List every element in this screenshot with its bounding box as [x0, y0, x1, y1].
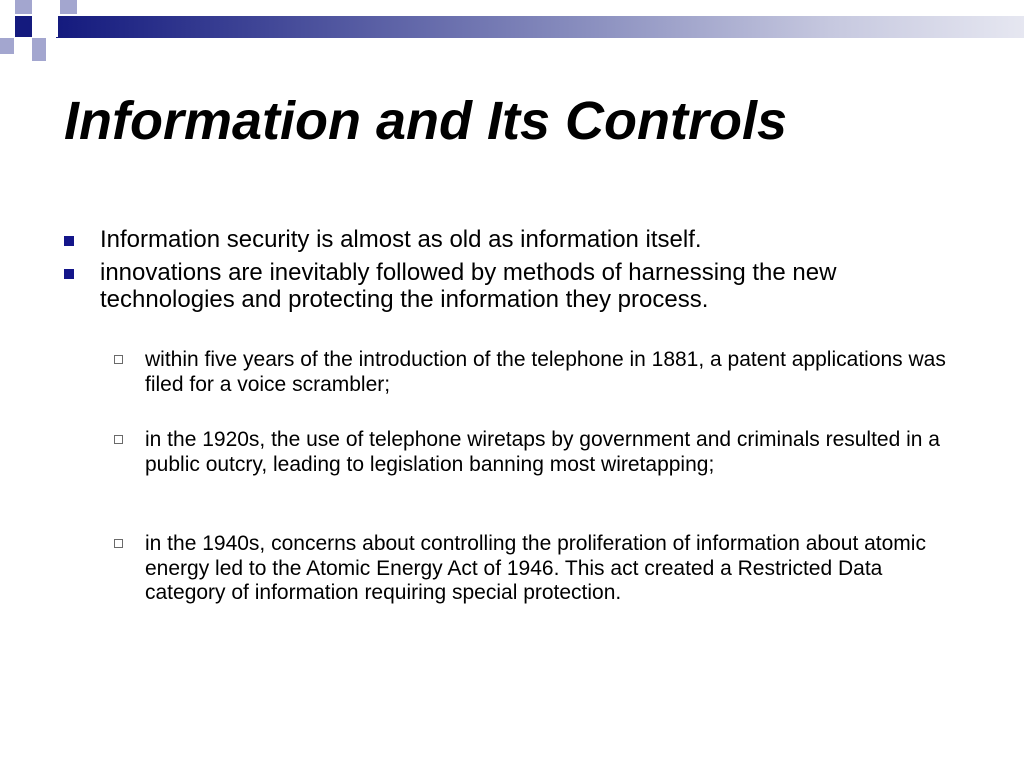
hollow-square-bullet-icon	[114, 355, 123, 364]
bullet-text: innovations are inevitably followed by methods of harnessing the new technologies and protecting the information they process.	[100, 259, 837, 313]
bullet-item	[64, 259, 944, 313]
bullet-text: Information security is almost as old as information itself.	[100, 226, 702, 253]
sub-bullet-text: within five years of the introduction of the telephone in 1881, a patent applications was filed for a voice scrambler;	[145, 348, 946, 396]
sub-bullet-text: in the 1920s, the use of telephone wiretaps by government and criminals resulted in a public outcry, leading to legislation banning most wiretapping;	[145, 428, 940, 476]
slide-title: Information and Its Controls	[64, 91, 787, 151]
bullet-item	[64, 226, 944, 253]
hollow-square-bullet-icon	[114, 435, 123, 444]
sub-bullet-item	[114, 428, 964, 477]
sub-bullet-item	[114, 532, 964, 606]
hollow-square-bullet-icon	[114, 539, 123, 548]
square-bullet-icon	[64, 269, 74, 279]
sub-bullet-item	[114, 348, 964, 397]
sub-bullet-text: in the 1940s, concerns about controlling the proliferation of information about atomic energy led to the Atomic Energy Act of 1946. This act created a Restricted Data category of information requiring special protection.	[145, 532, 926, 604]
square-bullet-icon	[64, 236, 74, 246]
